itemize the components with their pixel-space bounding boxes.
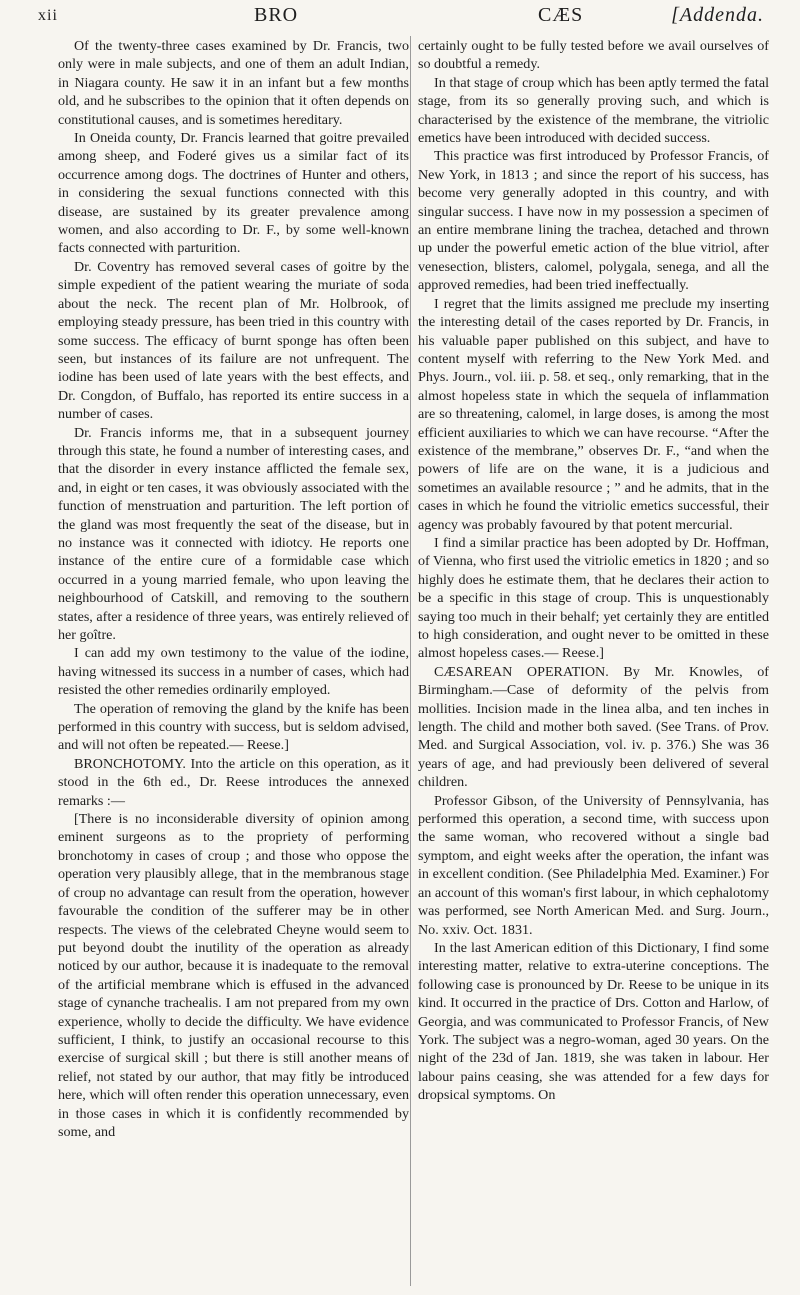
paragraph: In that stage of croup which has been aptly termed the fatal stage, from its so generally proving such, and which is characterised by the existence of the membrane, the vitriolic emetics have been introduced with decided success. [418, 74, 769, 147]
paragraph: Dr. Francis informs me, that in a subsequent journey through this state, he found a number of interesting cases, and that the disorder in every instance afflicted the female sex, and, in eight or ten cases, it was obviously associated with the function of menstruation and parturition. The left portion of the gland was most frequently the seat of the disease, but in no instance was it connected with idiotcy. He reports one instance of the entire cure of a formidable case which occurred in a young married female, who upon leaving the neighbourhood of Catskill, and removing to the southern states, after a residence of three years, was entirely relieved of her goître. [58, 424, 409, 643]
page-number: xii [38, 7, 58, 24]
paragraph: I regret that the limits assigned me preclude my inserting the interesting detail of the cases reported by Dr. Francis, in his valuable paper published on this subject, and have to content myself with referring to the New York Med. and Phys. Journ., vol. iii. p. 58. et seq., only remarking, that in the almost hopeless state in which the sequela of inflammation are so threatening, calomel, in large doses, is among the most efficient auxiliaries to which we can have recourse. “After the existence of the membrane,” observes Dr. F., “and when the powers of life are on the wane, it is a judicious and sometimes an available resource ; ” and he admits, that in the cases in which he found the vitriolic emetics successful, their agency was probably favoured by that potent mercurial. [418, 295, 769, 533]
paragraph: In Oneida county, Dr. Francis learned that goitre prevailed among sheep, and Foderé gives us a similar fact of its occurrence among dogs. The doctrines of Hunter and others, in considering the sexual functions connected with this disease, are sustained by its greater prevalence among women, and also according to Dr. F., by some well-known facts connected with parturition. [58, 130, 409, 257]
paragraph: This practice was first introduced by Professor Francis, of New York, in 1813 ; and since the report of his success, has become very generally adopted in this country, and with singular success. I have now in my possession a specimen of an entire membrane lining the trachea, detached and thrown up under the powerful emetic action of the blue vitriol, after venesection, blisters, calomel, polygala, senega, and all the approved remedies, had been tried ineffectually. [418, 148, 769, 294]
paragraph-caesarean-heading: CÆSAREAN OPERATION. By Mr. Knowles, of Birmingham.—Case of deformity of the pelvis from mollities. Incision made in the linea alba, and ten inches in length. The child and mother both saved. (See Trans. of Prov. Med. and Surgical Association, vol. iv. p. 376.) She was 36 years of age, and had previously been delivered of several children. [418, 663, 769, 791]
paragraph: In the last American edition of this Dictionary, I find some interesting matter, relative to extra-uterine conceptions. The following case is pronounced by Dr. Reese to be unique in its kind. It occurred in the practice of Drs. Cotton and Harlow, of Georgia, and was communicated to Professor Francis, of New York. The subject was a negro-woman, aged 30 years. On the night of the 23d of Jan. 1819, she was taken in labour. Her labour pains ceasing, she was attended for a few days for dropsical symptoms. On [418, 939, 769, 1104]
paragraph: [There is no inconsiderable diversity of opinion among eminent surgeons as to the propriety of performing bronchotomy in cases of croup ; and those who oppose the operation very plausibly allege, that in the membranous stage of croup no advantage can result from the operation, however favourable the condition of the sufferer may be in other respects. The views of the celebrated Cheyne would seem to put beyond doubt the inutility of the operation as already noticed by our author, because it is inadequate to the removal of the artificial membrane which is effused in the advanced stage of cynanche trachealis. I am not prepared from my own experience, wholly to decide the difficulty. We have evidence sufficient, I think, to justify an occasional recourse to this exercise of surgical skill ; but there is still another means of relief, not stated by our author, that may fitly be introduced here, which will often render this operation unnecessary, even in those cases in which it is confidently recommended by some, and [58, 811, 409, 1140]
paragraph: Professor Gibson, of the University of Pennsylvania, has performed this operation, a second time, with success upon the same woman, who recovered without a single bad symptom, and eight weeks after the operation, the infant was in excellent condition. (See Philadelphia Med. Examiner.) For an account of this woman's first labour, in which cephalotomy was performed, see North American Med. and Surg. Journ., No. xxiv. Oct. 1831. [418, 792, 769, 938]
paragraph-bronchotomy-heading: BRONCHOTOMY. Into the article on this operation, as it stood in the 6th ed., Dr. Reese introduces the annexed remarks :— [58, 755, 409, 809]
paragraph: certainly ought to be fully tested before we avail ourselves of so doubtful a remedy. [418, 38, 769, 73]
left-column [58, 37, 409, 1141]
right-column [418, 37, 769, 1105]
paragraph: The operation of removing the gland by the knife has been performed in this country with success, but is seldom advised, and will not often be repeated.— Reese.] [58, 700, 409, 754]
header-left-word: BRO [254, 4, 299, 26]
paragraph: I can add my own testimony to the value of the iodine, having witnessed its success in a number of cases, which had resisted the other remedies ordinarily employed. [58, 645, 409, 699]
header-middle-word: CÆS [538, 4, 584, 26]
paragraph: Dr. Coventry has removed several cases of goitre by the simple expedient of the patient wearing the muriate of soda about the neck. The recent plan of Mr. Holbrook, of employing steady pressure, has been tried in this country with some success. The efficacy of burnt sponge has often been seen, but instances of its failure are not unfrequent. The iodine has been used of late years with the best effects, and Dr. Congdon, of Buffalo, has reported its entire success in a number of cases. [58, 258, 409, 423]
running-header [36, 4, 764, 34]
paragraph: I find a similar practice has been adopted by Dr. Hoffman, of Vienna, who first used the vitriolic emetics in 1820 ; and so highly does he estimate them, that he declares their action to be a specific in this stage of croup. This is unquestionably saying too much in their behalf; yet certainly they are entitled to high consideration, and ought never to be omitted in these almost hopeless cases.— Reese.] [418, 534, 769, 662]
column-divider [410, 36, 411, 1286]
header-section-label: [Addenda. [671, 4, 764, 26]
paragraph: Of the twenty-three cases examined by Dr. Francis, two only were in male subjects, and one of them an adult Indian, in Niagara county. He saw it in an infant but a few months old, and he subscribes to the opinion that it often depends on constitutional causes, and is sometimes hereditary. [58, 38, 409, 128]
